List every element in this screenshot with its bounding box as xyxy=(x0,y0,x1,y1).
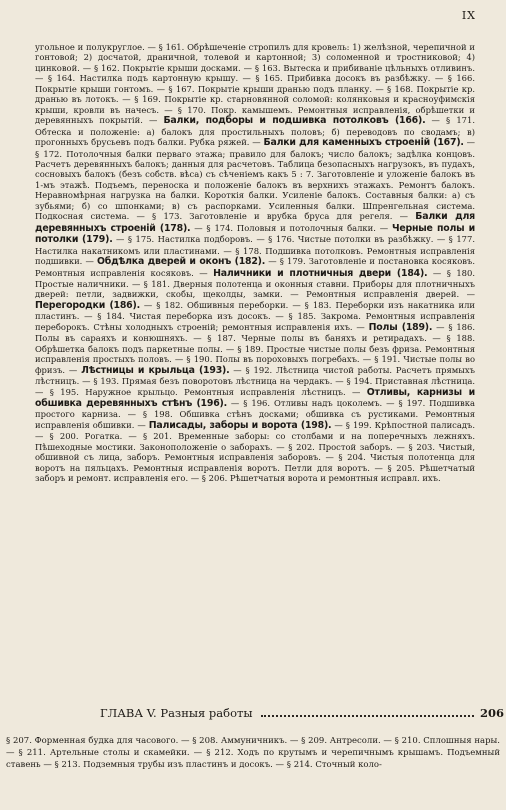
section-text: — § 186. Полы въ сараяхъ и конюшняхъ. — § 187. Черные полы въ баняхъ и ретирадахъ. — § 188. Обрѣшетка балокъ подъ паркетные полы. — § 189. Простые чистые полы безъ фриза. Ремонтныя исправленія простыхъ половъ. — § 190. Полы въ пороховыхъ погребахъ. — § 191. Чистые полы во фризъ. — xyxy=(35,321,476,375)
section-text: — § 179. Заготовленіе и постановка косяковъ. Ремонтныя исправленія косяковъ. — xyxy=(35,256,475,278)
section-text: — § 171. Обтеска и положеніе: а) балокъ для простильныхъ половъ; б) переводовъ по сводамъ; в) прогонныхъ брусьевъ подъ балки. Рубка ряжей. — xyxy=(35,115,475,148)
section-heading: Полы (189). xyxy=(368,321,433,333)
chapter-4-contents xyxy=(35,42,475,484)
section-text: — § 174. Половыя и потолочныя балки. — xyxy=(190,222,392,233)
section-text: угольное и полукруглое. — § 161. Обрѣшеченіе стропилъ для кровель: 1) желѣзной, черепичной и гонтовой; 2) досчатой, драничной, толевой и картонной; 3) соломенной и тростниковой; 4) цинковой. — § 162. Покрытіе крыши досками. — § 163. Вытеска и прибиваніе цѣльныхъ отливинъ. — § 164. Настилка подъ картонную крышу. — § 165. Прибивка досокъ въ разбѣжку. — § 166. Покрытіе крыши гонтомъ. — § 167. Покрытіе крыши дранью подъ планку. — § 168. Покрытіе кр. дранью въ лотокъ. — § 169. Покрытіе кр. старновянной соломой: колянковыя и красноуфимскія крыши, кровли въ начесъ. — § 170. Покр. камышемъ. Ремонтныя исправленія, обрѣшетки и деревянныхъ покрытій. — xyxy=(35,42,475,126)
section-text: — § 192. Лѣстница чистой работы. Расчетъ прямыхъ лѣстницъ. — § 193. Прямая безъ поворотовъ лѣстница на чердакъ. — § 194. Приставная лѣстница. — § 195. Наружное крыльцо. Ремонтныя исправленія лѣстницъ. — xyxy=(35,364,475,397)
section-text: — § 199. Крѣпостной палисадъ. — § 200. Рогатка. — § 201. Временные заборы: со столбами и на поперечныхъ лежняхъ. Пѣшеходные мостики. Законоположеніе о заборахъ. — § 202. Простой заборъ. — § 203. Чистый, обшивной съ лица, заборъ. Ремонтныя исправленія заборовъ. — § 204. Чистыя полотенца для воротъ на пяльцахъ. Ремонтныя исправленія воротъ. Петли для воротъ. — § 205. Рѣшетчатый заборъ и ремонт. исправленія его. — § 206. Рѣшетчатыя ворота и ремонтныя исправл. ихъ. xyxy=(35,419,475,484)
section-heading: Балки для каменныхъ строеній (167). xyxy=(263,137,464,149)
section-text: — § 172. Потолочныя балки перваго этажа; правило для балокъ; число балокъ; задѣлка концовъ. Расчетъ деревянныхъ балокъ; данныя для расчетовъ. Таблица безопасныхъ нагрузокъ, въ пудахъ, сосновыхъ балокъ (безъ собств. вѣса) съ сѣченіемъ какъ 5 : 7. Заготовленіе и уложеніе балокъ въ 1-мъ этажѣ. Подъемъ, переноска и положеніе балокъ въ верхнихъ этажахъ. Ремонтъ балокъ. Неравномѣрная нагрузка на балки. Короткія балки. Усиленіе балокъ. Составныя балки: а) съ зубьями; б) со шпонками; в) съ распорками. Усиленныя балки. Шпренгельная система. Подкосная система. — § 173. Заготовленіе и врубка бруса для регеля. — xyxy=(35,137,475,222)
dot-leader xyxy=(261,715,474,717)
section-heading: Отливы, карнизы и обшивка деревянныхъ стѣнъ (196). xyxy=(35,386,475,409)
section-text: — § 180. Простые наличники. — § 181. Дверныя полотенца и оконныя ставни. Приборы для плотничныхъ дверей: петли, задвижки, скобы, щеколды, замки. — Ремонтныя исправленія дверей. — xyxy=(35,267,475,300)
chapter-5-contents: § 207. Форменная будка для часового. — § 208. Аммуничникъ. — § 209. Антресоли. — § 210. Сплошныя нары. — § 211. Артельные столы и скамейки. — § 212. Ходъ по крутымъ и черепичнымъ крышамъ. Подъемный ставень — § 213. Подземныя трубы изъ пластинъ и досокъ. — § 214. Сточный коло- xyxy=(6,736,500,770)
chapter-5-heading: ГЛАВА V. Разныя работы xyxy=(100,706,253,720)
section-heading: Палисады, заборы и ворота (198). xyxy=(148,419,332,431)
section-heading: Черные полы и потолки (179). xyxy=(35,222,475,246)
section-heading: Балки, подборы и подшивка потолковъ (166). xyxy=(163,115,426,127)
section-heading: Лѣстницы и крыльца (193). xyxy=(81,364,230,376)
page-number: IX xyxy=(461,9,476,22)
chapter-5-page-ref: 206 xyxy=(479,706,504,720)
section-text: — § 182. Обшивныя переборки. — § 183. Переборки изъ накатника или пластинъ. — § 184. Чистая переборка изъ досокъ. — § 185. Закрома. Ремонтныя исправленія переборокъ. Стѣны холодныхъ строеній; ремонтныя исправленія ихъ. — xyxy=(35,299,475,332)
section-heading: Наличники и плотничныя двери (184). xyxy=(213,267,428,279)
section-heading: Обдѣлка дверей и оконъ (182). xyxy=(96,256,266,268)
section-text: — § 175. Настилка подборовъ. — § 176. Чистые потолки въ разбѣжку. — § 177. Настилка накатникомъ или пластинами. — § 178. Подшивка потолковъ. Ремонтныя исправленія подшивки. — xyxy=(35,234,475,267)
section-heading: Перегородки (186). xyxy=(35,299,140,311)
section-heading: Балки для деревянныхъ строеній (178). xyxy=(35,211,475,234)
chapter-5-heading-row xyxy=(100,706,504,720)
section-text: — § 196. Отливы надъ цоколемъ. — § 197. Подшивка простого карниза. — § 198. Обшивка стѣнъ досками; обшивка съ рустиками. Ремонтныя исправленія обшивки. — xyxy=(35,397,475,430)
